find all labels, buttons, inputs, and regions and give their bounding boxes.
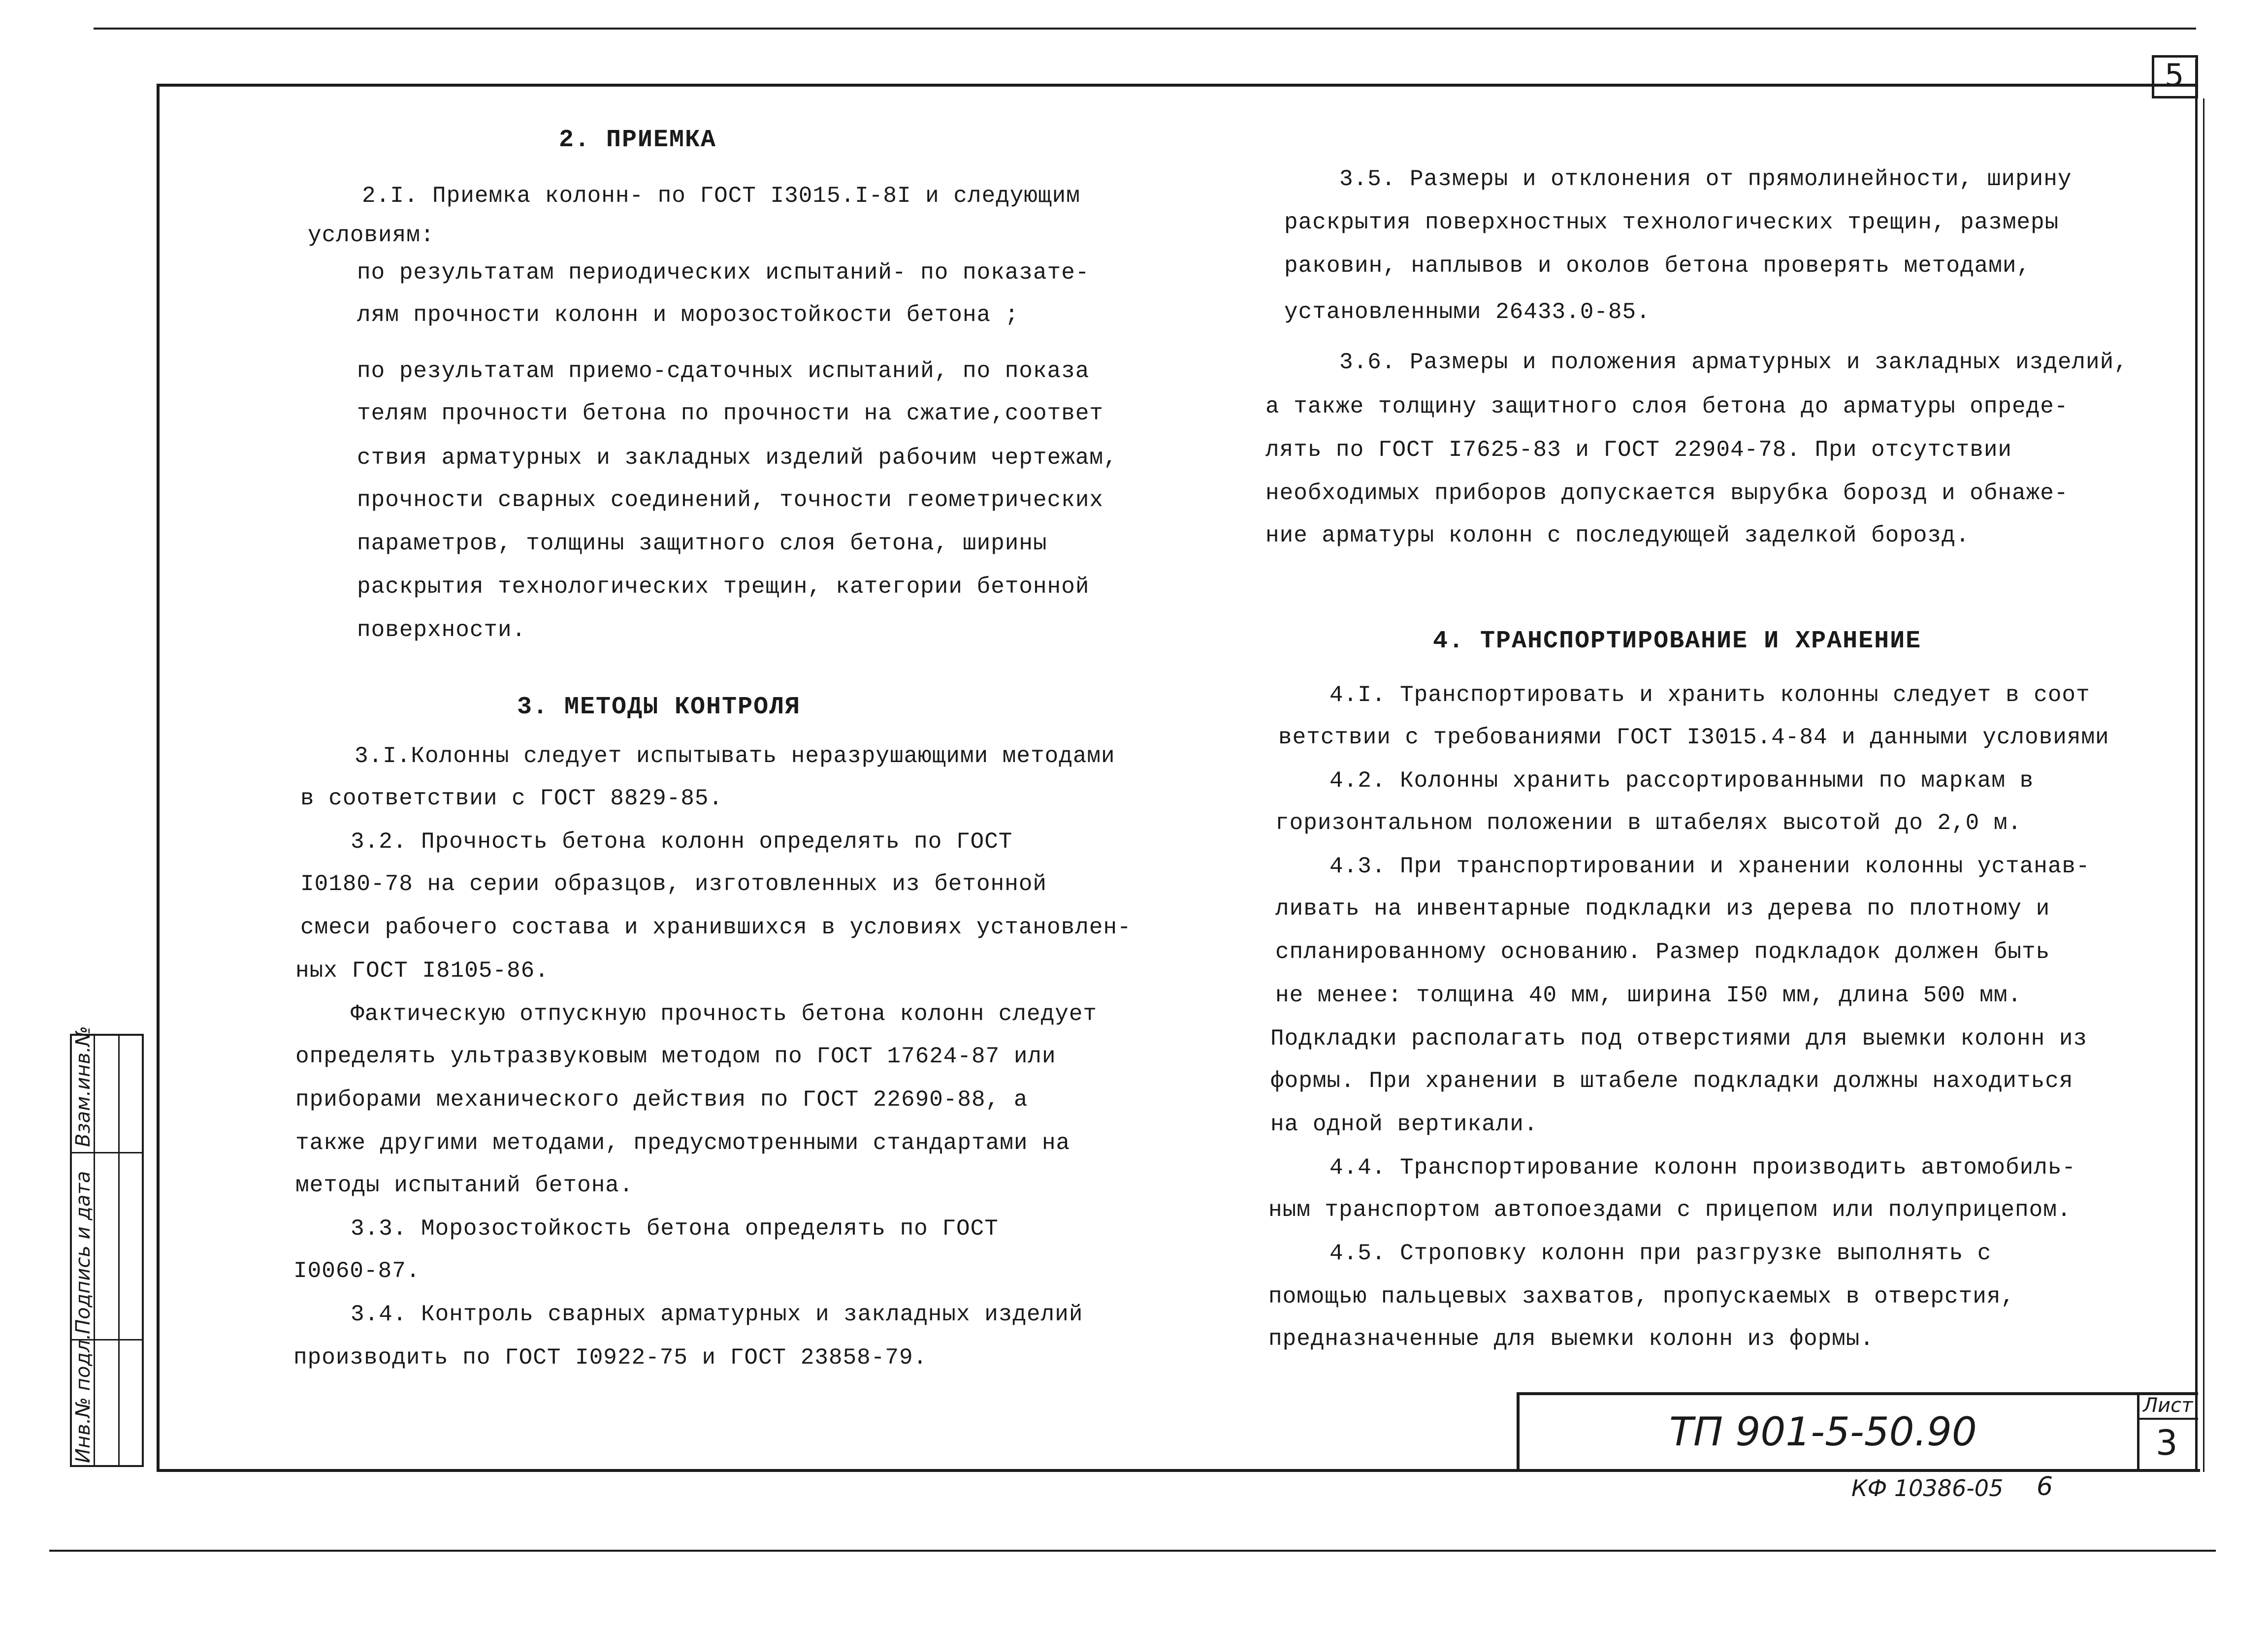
text-line: условиям: xyxy=(308,223,435,248)
titleblock-sheet-hline xyxy=(2137,1418,2198,1420)
text-line: в соответствии с ГОСТ 8829-85. xyxy=(300,786,723,811)
titleblock-top-line xyxy=(1517,1392,2198,1395)
side-stamp-vzam-inv: Взам.инв.№ xyxy=(72,1025,95,1147)
text-line: на одной вертикали. xyxy=(1270,1112,1538,1137)
text-line: 4.4. Транспортирование колонн производить автомобиль- xyxy=(1329,1155,2076,1181)
text-line: по результатам периодических испытаний- по показате- xyxy=(357,260,1090,286)
text-line: также другими методами, предусмотренными стандартами на xyxy=(295,1130,1070,1156)
text-line: смеси рабочего состава и хранившихся в условиях установлен- xyxy=(300,915,1132,940)
text-line: 4.5. Строповку колонн при разгрузке выполнять с xyxy=(1329,1241,1992,1266)
text-line: поверхности. xyxy=(357,617,526,643)
text-line: приборами механического действия по ГОСТ 22690-88, а xyxy=(295,1087,1028,1113)
bottom-long-line xyxy=(49,1550,2216,1552)
frame-left-line xyxy=(157,84,160,1472)
text-line: предназначенные для выемки колонн из формы. xyxy=(1268,1326,1874,1352)
sheet-number: 3 xyxy=(2156,1423,2178,1463)
text-line: 3.6. Размеры и положения арматурных и закладных изделий, xyxy=(1339,350,2128,375)
text-line: Фактическую отпускную прочность бетона колонн следует xyxy=(351,1001,1098,1027)
sheet-label: Лист xyxy=(2143,1394,2193,1417)
frame-right-line-outer xyxy=(2203,98,2204,1472)
archive-page: 6 xyxy=(2037,1472,2053,1501)
text-line: I0060-87. xyxy=(293,1258,421,1284)
text-line: не менее: толщина 40 мм, ширина I50 мм, длина 500 мм. xyxy=(1275,983,2022,1008)
text-line: телям прочности бетона по прочности на сжатие,соответ xyxy=(357,401,1104,426)
text-line: 2.I. Приемка колонн- по ГОСТ I3015.I-8I и следующим xyxy=(362,183,1080,209)
text-line: производить по ГОСТ I0922-75 и ГОСТ 23858-79. xyxy=(293,1345,928,1371)
text-line: лять по ГОСТ I7625-83 и ГОСТ 22904-78. При отсутствии xyxy=(1265,437,2012,463)
text-line: I0180-78 на серии образцов, изготовленных из бетонной xyxy=(300,871,1047,897)
frame-bottom-line xyxy=(157,1469,2200,1472)
text-line: необходимых приборов допускается вырубка борозд и обнаже- xyxy=(1265,480,2069,506)
text-line: раскрытия поверхностных технологических трещин, размеры xyxy=(1284,210,2059,235)
titleblock-left-line xyxy=(1517,1392,1520,1471)
text-line: формы. При хранении в штабеле подкладки должны находиться xyxy=(1270,1068,2074,1094)
text-line: лям прочности колонн и морозостойкости бетона ; xyxy=(357,302,1019,328)
text-line: параметров, толщины защитного слоя бетона, ширины xyxy=(357,531,1047,556)
text-line: 3.3. Морозостойкость бетона определять по ГОСТ xyxy=(351,1216,999,1242)
text-line: 3.4. Контроль сварных арматурных и закладных изделий xyxy=(351,1302,1083,1327)
text-line: прочности сварных соединений, точности геометрических xyxy=(357,487,1104,513)
text-line: 3.2. Прочность бетона колонн определять по ГОСТ xyxy=(351,829,1013,855)
text-line: ствия арматурных и закладных изделий рабочим чертежам, xyxy=(357,445,1118,471)
side-stamp-row-line-1 xyxy=(70,1152,144,1153)
section-2-title: 2. ПРИЕМКА xyxy=(559,126,717,154)
text-line: спланированному основанию. Размер подкладок должен быть xyxy=(1275,939,2050,965)
text-line: ливать на инвентарные подкладки из дерева по плотному и xyxy=(1275,896,2050,922)
titleblock-sheet-divider xyxy=(2137,1392,2139,1471)
text-line: ветствии с требованиями ГОСТ I3015.4-84 и данными условиями xyxy=(1278,725,2109,750)
text-line: ных ГОСТ I8105-86. xyxy=(295,958,549,984)
side-stamp-signature-date: Подпись и дата xyxy=(72,1171,95,1334)
section-3-title: 3. МЕТОДЫ КОНТРОЛЯ xyxy=(517,693,801,721)
corner-sheet-number: 5 xyxy=(2165,57,2184,93)
side-stamp-inv-no: Инв.№ подл. xyxy=(72,1333,95,1463)
text-line: помощью пальцевых захватов, пропускаемых в отверстия, xyxy=(1268,1284,2015,1309)
text-line: определять ультразвуковым методом по ГОСТ 17624-87 или xyxy=(295,1044,1056,1069)
text-line: раскрытия технологических трещин, категории бетонной xyxy=(357,574,1090,600)
outer-top-line xyxy=(94,28,2196,30)
section-4-title: 4. ТРАНСПОРТИРОВАНИЕ И ХРАНЕНИЕ xyxy=(1433,627,1922,655)
text-line: горизонтальном положении в штабелях высотой до 2,0 м. xyxy=(1275,810,2022,836)
text-line: по результатам приемо-сдаточных испытаний, по показа xyxy=(357,358,1090,384)
text-line: установленными 26433.0-85. xyxy=(1284,299,1651,325)
text-line: а также толщину защитного слоя бетона до арматуры опреде- xyxy=(1265,394,2069,419)
text-line: ным транспортом автопоездами с прицепом или полуприцепом. xyxy=(1268,1197,2072,1223)
text-line: Подкладки располагать под отверстиями для выемки колонн из xyxy=(1270,1026,2088,1052)
text-line: раковин, наплывов и околов бетона проверять методами, xyxy=(1284,253,2031,279)
text-line: 3.5. Размеры и отклонения от прямолинейности, ширину xyxy=(1339,166,2072,192)
text-line: 4.3. При транспортировании и хранении колонны устанав- xyxy=(1329,854,2090,879)
side-stamp-col-line-2 xyxy=(118,1034,120,1467)
archive-number: КФ 10386-05 xyxy=(1851,1475,2004,1501)
text-line: 4.2. Колонны хранить рассортированными по маркам в xyxy=(1329,768,2034,794)
frame-top-line xyxy=(157,84,2196,87)
text-line: ние арматуры колонн с последующей заделкой борозд. xyxy=(1265,523,1970,548)
text-line: методы испытаний бетона. xyxy=(295,1173,634,1198)
frame-right-line xyxy=(2195,59,2198,1472)
project-code: ТП 901-5-50.90 xyxy=(1669,1409,1977,1455)
text-line: 4.I. Транспортировать и хранить колонны следует в соот xyxy=(1329,682,2090,708)
text-line: 3.I.Колонны следует испытывать неразрушающими методами xyxy=(355,743,1115,769)
